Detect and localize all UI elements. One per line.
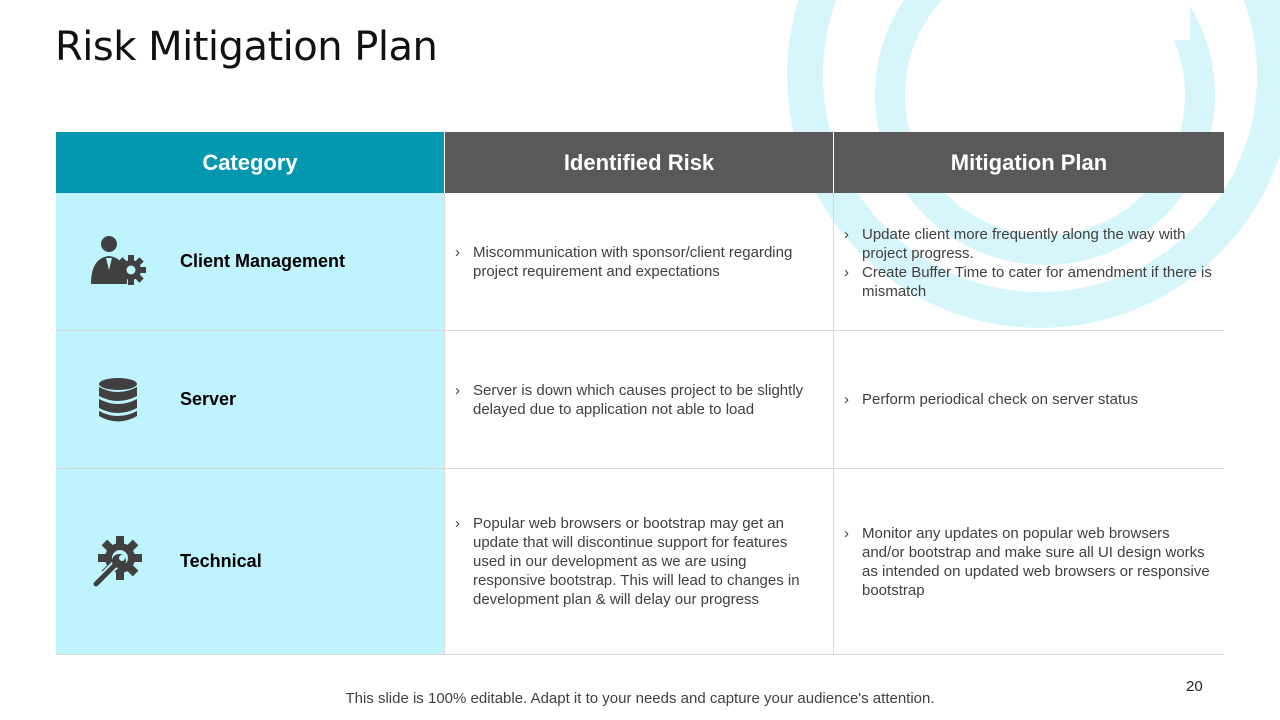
risk-cell <box>445 193 834 330</box>
table-row <box>56 193 1224 331</box>
category-cell <box>56 331 445 468</box>
header-identified-risk: Identified Risk <box>445 132 834 193</box>
category-cell <box>56 193 445 330</box>
category-cell <box>56 469 445 654</box>
person-gear-icon <box>56 234 180 290</box>
page-number: 20 <box>1186 678 1203 695</box>
table-row <box>56 469 1224 655</box>
risk-cell <box>445 469 834 654</box>
risk-cell <box>445 331 834 468</box>
mitigation-item: › Perform periodical check on server status <box>844 390 1214 409</box>
risk-item: › Server is down which causes project to be slightly delayed due to application not able to load <box>455 381 823 419</box>
risk-item: › Popular web browsers or bootstrap may get an update that will discontinue support for features used in our development as we are using responsive bootstrap. This will lead to changes in development plan & will delay our progress <box>455 514 823 609</box>
header-mitigation-plan: Mitigation Plan <box>834 132 1224 193</box>
mitigation-item: › Monitor any updates on popular web browsers and/or bootstrap and make sure all UI design works as intended on updated web browsers or responsive bootstrap <box>844 524 1214 600</box>
table-row <box>56 331 1224 469</box>
mitigation-item: › Update client more frequently along the way with project progress. <box>844 225 1214 263</box>
footer-note: This slide is 100% editable. Adapt it to your needs and capture your audience's attention. <box>345 690 935 707</box>
header-category: Category <box>56 132 445 193</box>
table-header-row <box>56 132 1224 193</box>
mitigation-cell <box>834 469 1224 654</box>
category-label: Technical <box>180 551 262 571</box>
risk-table <box>56 132 1224 655</box>
mitigation-cell <box>834 331 1224 468</box>
risk-item: › Miscommunication with sponsor/client regarding project requirement and expectations <box>455 243 823 281</box>
category-label: Server <box>180 389 237 409</box>
mitigation-cell <box>834 193 1224 330</box>
wrench-gear-icon <box>56 532 180 592</box>
database-icon <box>56 377 180 423</box>
page-title: Risk Mitigation Plan <box>55 24 438 70</box>
category-label: Client Management <box>180 251 346 271</box>
mitigation-item: › Create Buffer Time to cater for amendment if there is mismatch <box>844 263 1214 301</box>
